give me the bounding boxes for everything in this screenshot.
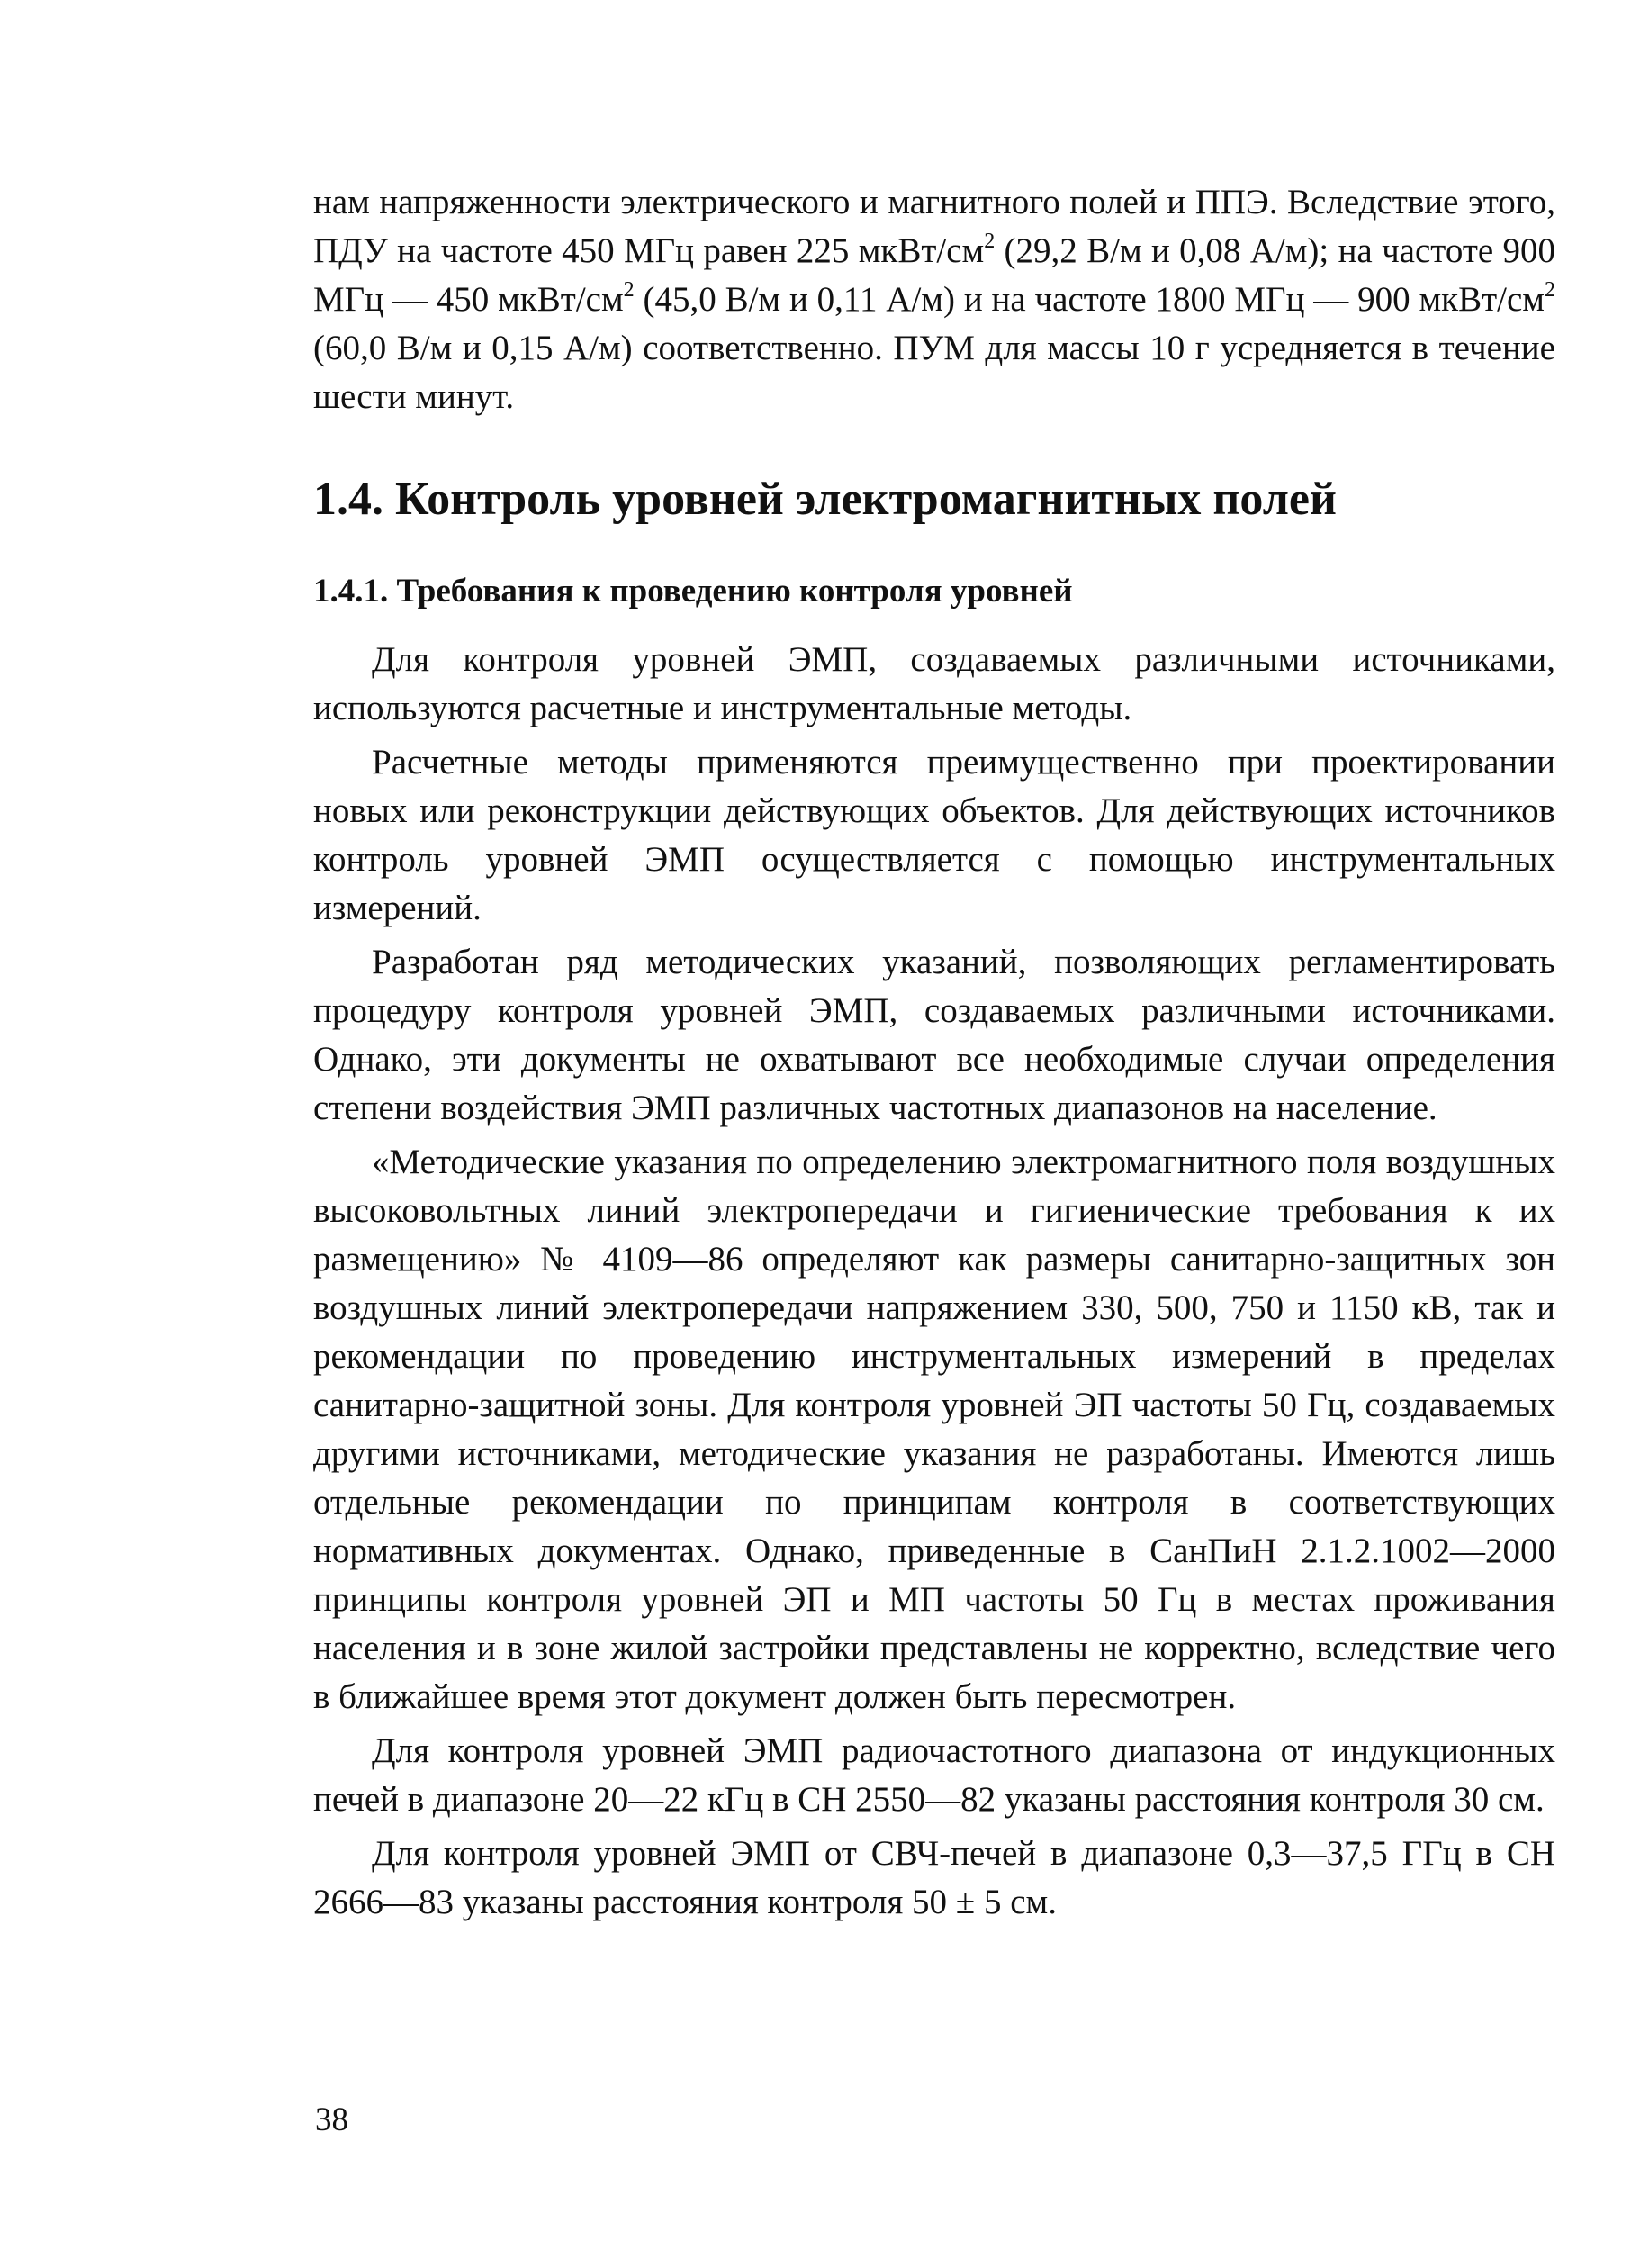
- intro-text-2: (29,2 В/м и 0,08 А/м); на частоте 900 МГц — 450 мкВт/см: [313, 231, 1555, 319]
- intro-text-4: (60,0 В/м и 0,15 А/м) соответственно. ПУМ для массы 10 г усредняется в течение шести минут.: [313, 329, 1555, 416]
- paragraph: Для контроля уровней ЭМП радиочастотного диапазона от индукционных печей в диапазоне 20—22 кГц в СН 2550—82 указаны расстояния контроля 30 см.: [313, 1731, 1555, 1819]
- superscript-2: 2: [623, 278, 635, 302]
- last-paragraph: [313, 1830, 1555, 1927]
- paragraph: Разработан ряд методических указаний, позволяющих регламентировать процедуру контроля уровней ЭМП, создаваемых различными источниками. Однако, эти документы не охватывают все необходимые случаи определения степени воздействия ЭМП различных частотных диапазонов на население.: [313, 943, 1555, 1127]
- paragraph: Для контроля уровней ЭМП, создаваемых различными источниками, используются расчетные и инструментальные методы.: [313, 640, 1555, 727]
- intro-text-3: (45,0 В/м и 0,11 А/м) и на частоте 1800 МГц — 900 мкВт/см: [634, 280, 1545, 319]
- superscript-2: 2: [984, 230, 996, 253]
- section-heading: 1.4. Контроль уровней электромагнитных полей: [313, 474, 1337, 525]
- intro-text-1: нам напряженности электрического и магнитного полей и ППЭ. Вследствие этого, ПДУ на частоте 450 МГц равен 225 мкВт/см: [313, 183, 1555, 270]
- subsection-heading: 1.4.1. Требования к проведению контроля уровней: [313, 573, 1073, 610]
- plus-minus-sign: ±: [955, 1883, 976, 1921]
- superscript-2: 2: [1545, 278, 1555, 302]
- page-body: [313, 178, 1555, 1927]
- last-paragraph-tail: 5 см.: [975, 1883, 1057, 1921]
- last-paragraph-text: Для контроля уровней ЭМП от СВЧ-печей в диапазоне 0,3—37,5 ГГц в СН 2666—83 указаны расстояния контроля 50: [313, 1834, 1555, 1921]
- intro-paragraph: [313, 178, 1555, 421]
- page-number: 38: [315, 2101, 348, 2138]
- paragraph: Расчетные методы применяются преимущественно при проектировании новых или реконструкции действующих объектов. Для действующих источников контроль уровней ЭМП осуществляется с помощью инструментальных измерений.: [313, 743, 1555, 927]
- paragraph: «Методические указания по определению электромагнитного поля воздушных высоковольтных линий электропередачи и гигиенические требования к их размещению» № 4109—86 определяют как размеры санитарно-защитных зон воздушных линий электропередачи напряжением 330, 500, 750 и 1150 кВ, так и рекомендации по проведению инструментальных измерений в пределах санитарно-защитной зоны. Для контроля уровней ЭП частоты 50 Гц, создаваемых другими источниками, методические указания не разработаны. Имеются лишь отдельные рекомендации по принципам контроля в соответствующих нормативных документах. Однако, приведенные в СанПиН 2.1.2.1002—2000 принципы контроля уровней ЭП и МП частоты 50 Гц в местах проживания населения и в зоне жилой застройки представлены не корректно, вследствие чего в ближайшее время этот документ должен быть пересмотрен.: [313, 1143, 1555, 1716]
